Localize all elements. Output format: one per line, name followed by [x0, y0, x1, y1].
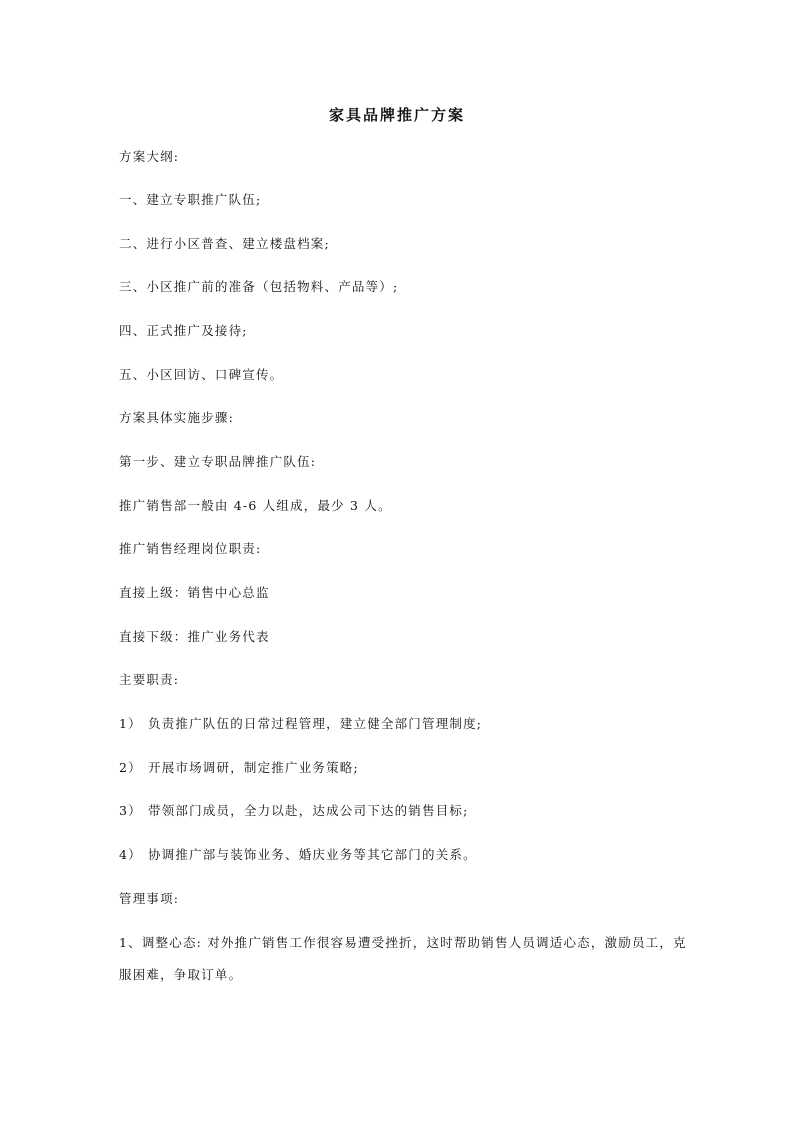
manager-duties-heading: 推广销售经理岗位职责:: [119, 541, 262, 556]
duty-item-3: [119, 800, 689, 822]
team-size-text: 推广销售部一般由 4-6 人组成，最少 3 人。: [119, 498, 392, 513]
duty-item-1: [119, 713, 689, 735]
outline-item-2: 二、进行小区普查、建立楼盘档案;: [119, 236, 330, 251]
main-duties-heading: 主要职责:: [119, 672, 180, 687]
duty-text: 开展市场调研，制定推广业务策略;: [148, 760, 359, 775]
outline-item-1: 一、建立专职推广队伍;: [119, 192, 262, 207]
outline-heading: 方案大纲:: [119, 149, 180, 164]
duty-number: 1）: [119, 716, 142, 731]
outline-item-3: 三、小区推广前的准备（包括物料、产品等）;: [119, 279, 399, 294]
duty-text: 带领部门成员，全力以赴，达成公司下达的销售目标;: [148, 803, 469, 818]
outline-item-4: 四、正式推广及接待;: [119, 323, 248, 338]
duty-number: 3）: [119, 803, 142, 818]
duty-number: 2）: [119, 760, 142, 775]
duty-item-4: [119, 844, 689, 866]
step1-heading: 第一步、建立专职品牌推广队伍:: [119, 454, 317, 469]
outline-item-5: 五、小区回访、口碑宣传。: [119, 367, 284, 382]
steps-heading: 方案具体实施步骤:: [119, 410, 235, 425]
superior-text: 直接上级：销售中心总监: [119, 585, 270, 600]
duty-number: 4）: [119, 847, 142, 862]
duty-text: 协调推广部与装饰业务、婚庆业务等其它部门的关系。: [148, 847, 477, 862]
duty-text: 负责推广队伍的日常过程管理，建立健全部门管理制度;: [148, 716, 483, 731]
management-heading: 管理事项:: [119, 891, 180, 906]
document-title: 家具品牌推广方案: [328, 106, 465, 124]
duty-item-2: [119, 757, 689, 779]
subordinate-text: 直接下级：推广业务代表: [119, 629, 270, 644]
management-item-1: 1、调整心态: 对外推广销售工作很容易遭受挫折，这时帮助销售人员调适心态，激励员工，克服困难，争取订单。: [119, 935, 687, 982]
